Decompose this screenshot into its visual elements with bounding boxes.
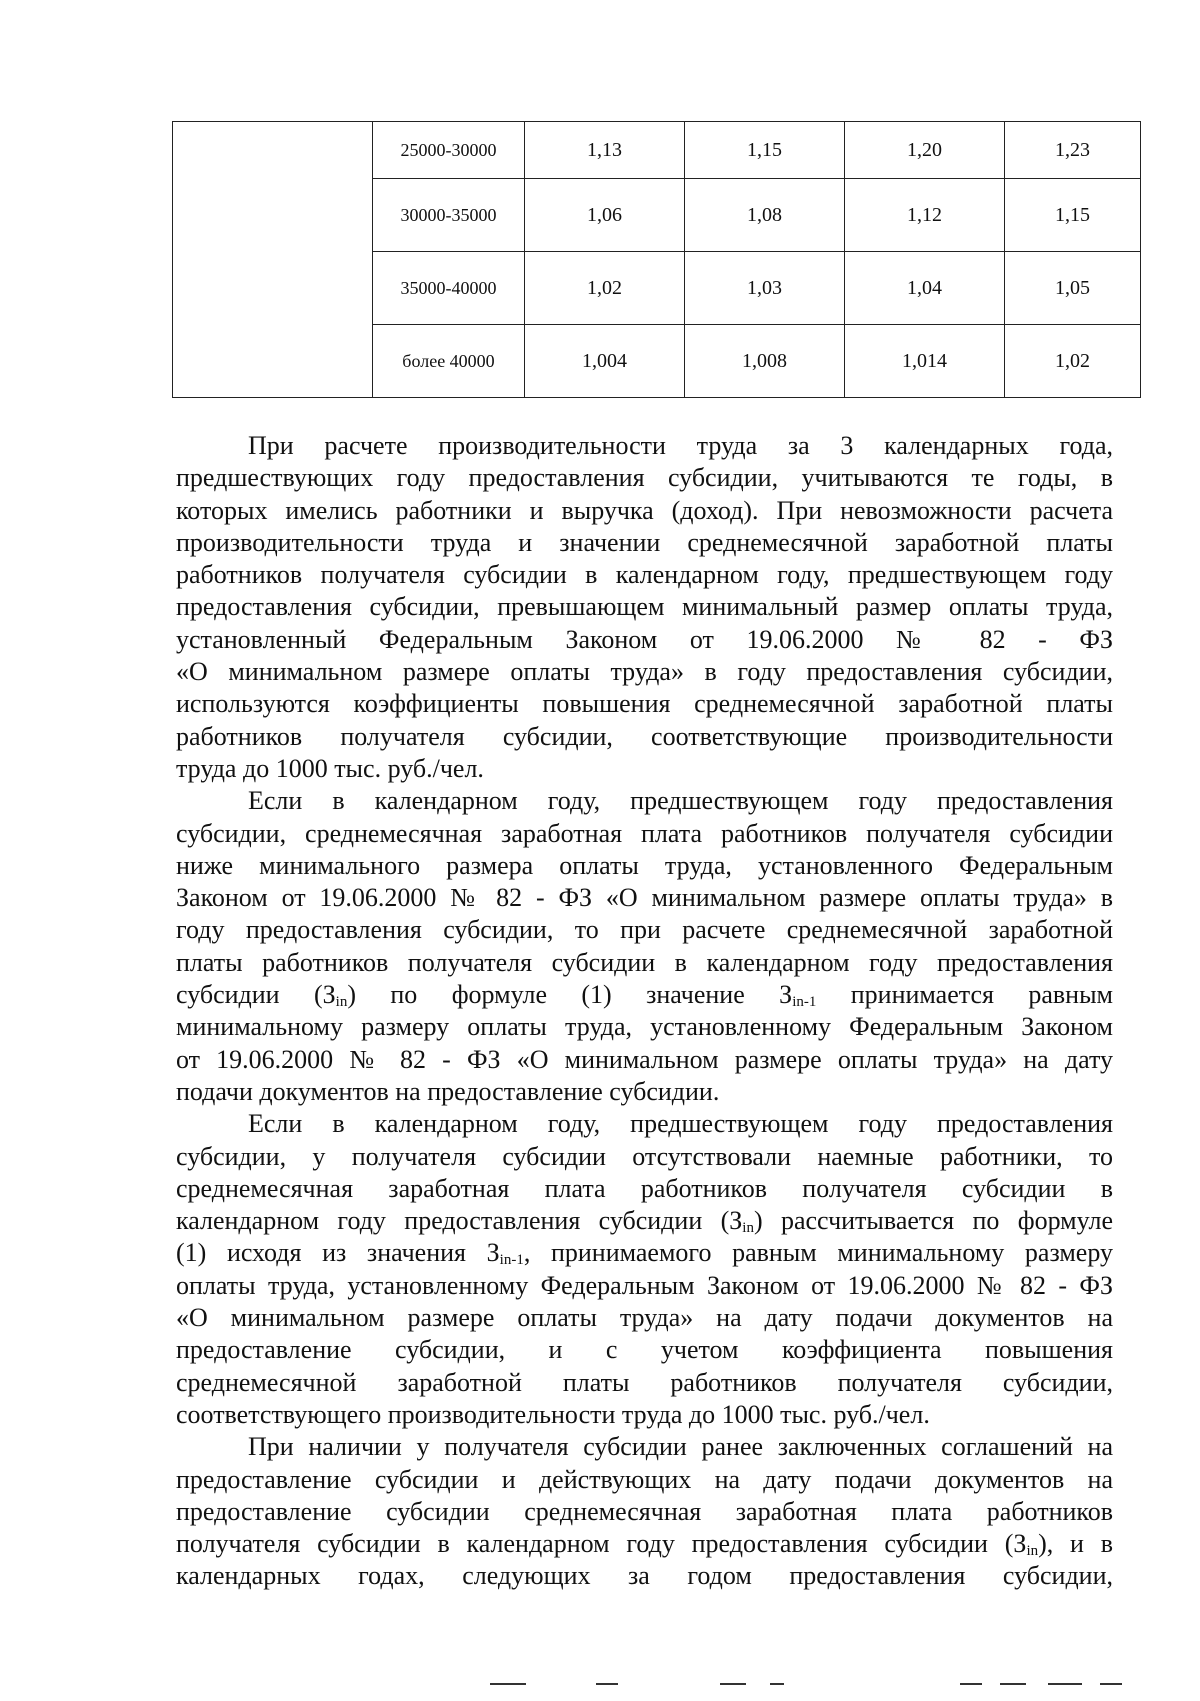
text-line: работников получателя субсидии, соответствующие производительности (176, 721, 1113, 751)
text-line (176, 979, 1113, 1011)
text-line: ниже минимального размера оплаты труда, установленного Федеральным (176, 850, 1113, 880)
text-line: работников получателя субсидии в календарном году, предшествующем году (176, 560, 1113, 590)
text-line: от 19.06.2000 № 82 - ФЗ «О минимальном размере оплаты труда» на дату (176, 1044, 1113, 1074)
text-line: труда до 1000 тыс. руб./чел. (176, 753, 484, 783)
text-line (176, 1237, 1113, 1269)
subscript: in-1 (792, 994, 817, 1011)
subscript: in (742, 1220, 754, 1237)
text-line: предоставления субсидии, превышающем минимальный размер оплаты труда, (176, 592, 1113, 622)
text-line: При расчете производительности труда за 3 календарных года, (248, 431, 1113, 460)
text-line: предоставление субсидии, и с учетом коэффициента повышения (176, 1335, 1113, 1365)
text-fragment: ), и в (1038, 1529, 1113, 1559)
coefficient-cell: 1,20 (845, 122, 1005, 179)
coefficient-cell: 1,03 (685, 252, 845, 325)
range-cell: 35000-40000 (373, 252, 525, 325)
coefficient-cell: 1,13 (525, 122, 685, 179)
text-line: предшествующих году предоставления субсидии, учитываются те годы, в (176, 463, 1113, 493)
text-line: которых имелись работники и выручка (доход). При невозможности расчета (176, 495, 1113, 525)
scan-artifact-line (1048, 1683, 1082, 1685)
coefficient-cell: 1,02 (1005, 325, 1141, 398)
text-fragment: ) рассчитывается по формуле (753, 1206, 1113, 1236)
text-fragment: ) по формуле (1) значение З (347, 980, 793, 1010)
text-line: среднемесячная заработная плата работников получателя субсидии в (176, 1173, 1113, 1203)
text-fragment: субсидии (З (176, 980, 336, 1010)
text-line (176, 1205, 1113, 1237)
coefficient-table (172, 121, 1141, 398)
paragraph-3 (176, 1108, 1113, 1431)
coefficient-cell: 1,23 (1005, 122, 1141, 179)
coefficient-cell: 1,15 (1005, 179, 1141, 252)
paragraph-1 (176, 430, 1113, 785)
text-line: году предоставления субсидии, то при расчете среднемесячной заработной (176, 915, 1113, 945)
text-line (176, 1528, 1113, 1560)
text-fragment: календарном году предоставления субсидии (З (176, 1206, 743, 1236)
empty-merged-cell (173, 122, 373, 398)
text-fragment: принимается равным (816, 980, 1113, 1010)
coefficient-cell: 1,08 (685, 179, 845, 252)
text-line: используются коэффициенты повышения среднемесячной заработной платы (176, 689, 1113, 719)
text-line: субсидии, у получателя субсидии отсутствовали наемные работники, то (176, 1141, 1113, 1171)
text-line: «О минимальном размере оплаты труда» на дату подачи документов на (176, 1303, 1113, 1333)
text-fragment: , принимаемого равным минимальному размеру (523, 1238, 1113, 1268)
scan-artifact-line (770, 1683, 784, 1685)
text-line: Если в календарном году, предшествующем году предоставления (248, 1109, 1113, 1139)
subscript: in-1 (499, 1252, 524, 1269)
coefficient-cell: 1,008 (685, 325, 845, 398)
coefficient-cell: 1,004 (525, 325, 685, 398)
text-line: календарных годах, следующих за годом предоставления субсидии, (176, 1561, 1113, 1591)
range-cell: 30000-35000 (373, 179, 525, 252)
coefficient-cell: 1,05 (1005, 252, 1141, 325)
paragraph-4 (176, 1431, 1113, 1592)
text-line: оплаты труда, установленному Федеральным Законом от 19.06.2000 № 82 - ФЗ (176, 1270, 1113, 1300)
text-line: соответствующего производительности труда до 1000 тыс. руб./чел. (176, 1399, 930, 1429)
text-line: Если в календарном году, предшествующем году предоставления (248, 786, 1113, 816)
text-line: предоставление субсидии среднемесячная заработная плата работников (176, 1496, 1113, 1526)
range-cell: 25000-30000 (373, 122, 525, 179)
text-line: Законом от 19.06.2000 № 82 - ФЗ «О минимальном размере оплаты труда» в (176, 883, 1113, 913)
text-line: подачи документов на предоставление субсидии. (176, 1076, 720, 1106)
body-text (176, 430, 1113, 1593)
range-cell: более 40000 (373, 325, 525, 398)
coefficient-cell: 1,06 (525, 179, 685, 252)
text-line: минимальному размеру оплаты труда, установленному Федеральным Законом (176, 1012, 1113, 1042)
text-line: платы работников получателя субсидии в календарном году предоставления (176, 947, 1113, 977)
text-fragment: (1) исходя из значения З (176, 1238, 500, 1268)
text-fragment: получателя субсидии в календарном году предоставления субсидии (З (176, 1529, 1027, 1559)
subscript: in (1026, 1543, 1039, 1560)
coefficient-cell: 1,12 (845, 179, 1005, 252)
coefficient-cell: 1,014 (845, 325, 1005, 398)
text-line: предоставление субсидии и действующих на дату подачи документов на (176, 1464, 1113, 1494)
scan-artifact-line (1100, 1683, 1122, 1685)
scan-artifact-line (720, 1683, 746, 1685)
text-line: При наличии у получателя субсидии ранее заключенных соглашений на (248, 1432, 1113, 1462)
text-line: производительности труда и значении среднемесячной заработной платы (176, 527, 1113, 557)
subscript: in (335, 994, 348, 1011)
scan-artifact-line (490, 1683, 526, 1685)
coefficient-cell: 1,02 (525, 252, 685, 325)
scan-artifact-line (596, 1683, 618, 1685)
coefficient-cell: 1,04 (845, 252, 1005, 325)
paragraph-2 (176, 785, 1113, 1108)
text-line: «О минимальном размере оплаты труда» в году предоставления субсидии, (176, 657, 1113, 687)
coefficient-cell: 1,15 (685, 122, 845, 179)
scan-artifact-line (1000, 1683, 1026, 1685)
text-line: среднемесячной заработной платы работников получателя субсидии, (176, 1367, 1113, 1397)
text-line: субсидии, среднемесячная заработная плата работников получателя субсидии (176, 818, 1113, 848)
table-row (173, 122, 1141, 179)
text-line: установленный Федеральным Законом от 19.06.2000 № 82 - ФЗ (176, 624, 1113, 654)
scan-artifact-line (960, 1683, 982, 1685)
